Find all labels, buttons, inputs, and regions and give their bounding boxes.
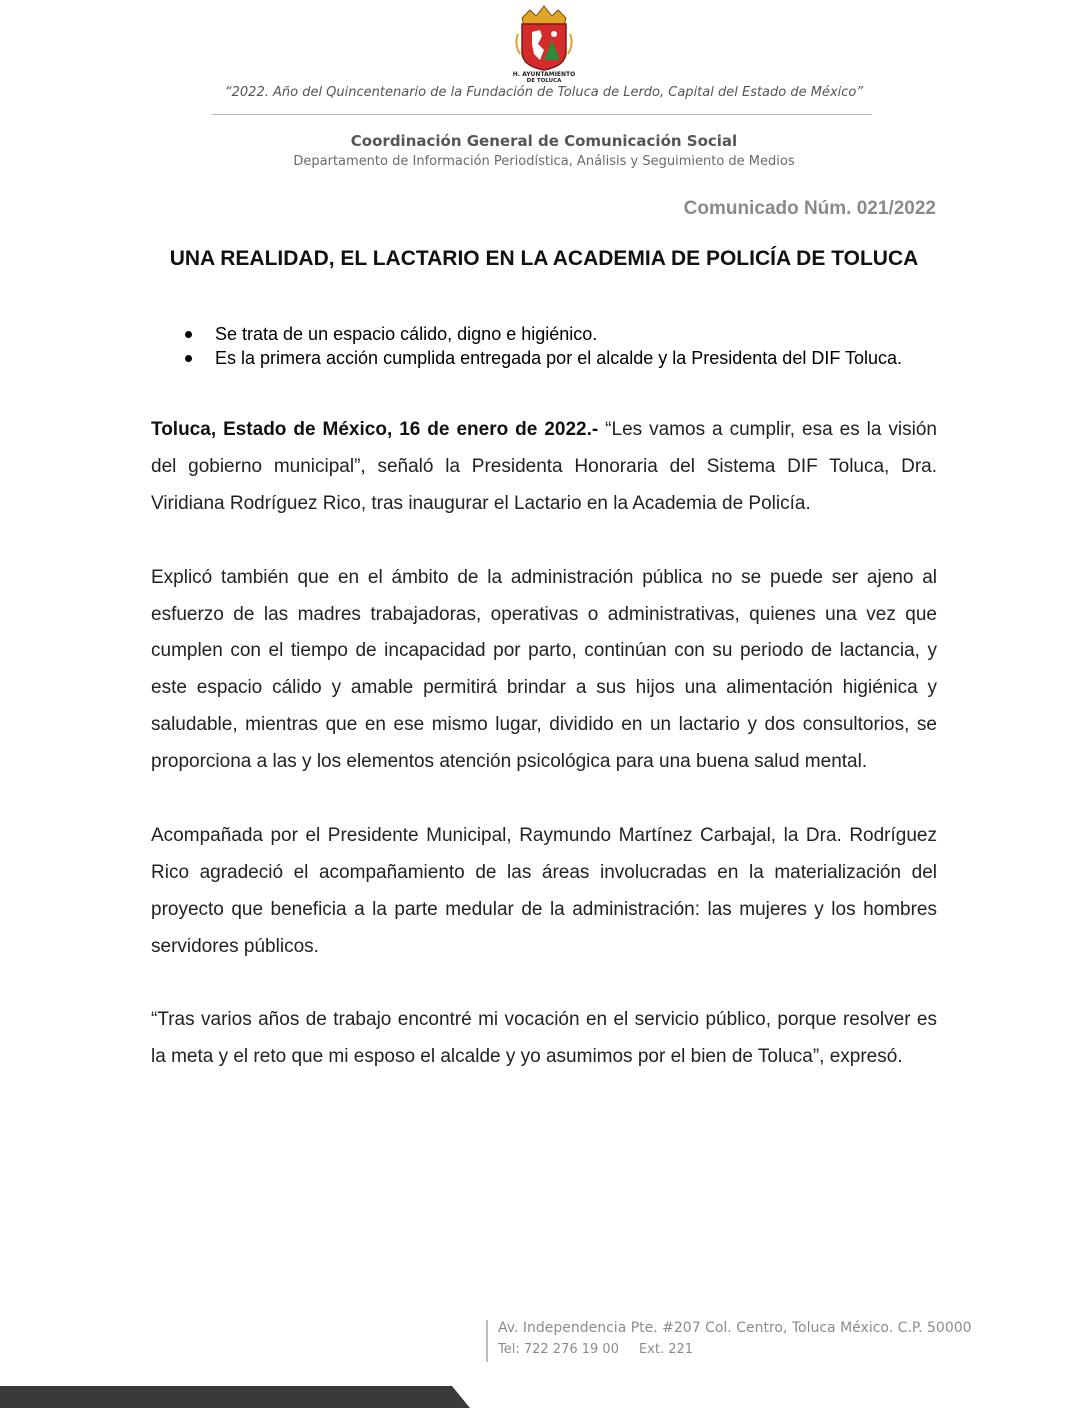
- article-paragraph: Acompañada por el Presidente Municipal, Raymundo Martínez Carbajal, la Dra. Rodríguez Rico agradeció el acompañamiento de las áreas involucradas en la materialización del proyecto que beneficia a la parte medular de la administración: las mujeres y los hombres servidores públicos.: [151, 824, 937, 957]
- department-subtitle: Departamento de Información Periodística, Análisis y Seguimiento de Medios: [293, 154, 795, 169]
- footer-extension: Ext. 221: [638, 1342, 694, 1357]
- summary-bullet-list: [185, 323, 905, 371]
- bullet-dot-icon: [185, 331, 192, 338]
- footer-phone: Tel: 722 276 19 00: [498, 1342, 619, 1357]
- footer-phone-line: [498, 1342, 693, 1357]
- logo-caption-line1: H. AYUNTAMIENTO: [512, 71, 576, 78]
- year-slogan: “2022. Año del Quincentenario de la Fundación de Toluca de Lerdo, Capital del Estado de México”: [224, 85, 864, 100]
- logo-caption-line2: DE TOLUCA: [526, 78, 562, 84]
- paragraph-text: “Les vamos a cumplir, esa es la visión del gobierno municipal”, señaló la Presidenta Honoraria del Sistema DIF Toluca, Dra. Viridiana Rodríguez Rico, tras inaugurar el Lactario en la Academia de Policía.: [151, 419, 937, 514]
- footer-divider: [486, 1320, 488, 1362]
- coordination-title: Coordinación General de Comunicación Social: [350, 132, 738, 150]
- article-paragraph: Explicó también que en el ámbito de la administración pública no se puede ser ajeno al esfuerzo de las madres trabajadoras, operativas o administrativas, quienes una vez que cumplen con el tiempo de incapacidad por parto, continúan con su periodo de lactancia, y este espacio cálido y amable permitirá brindar a sus hijos una alimentación higiénica y saludable, mientras que en ese mismo lugar, dividido en un lactario y dos consultorios, se proporciona a las y los elementos atención psicológica para una buena salud mental.: [151, 566, 937, 773]
- summary-bullet: [185, 347, 905, 369]
- article-paragraph: [151, 412, 937, 523]
- summary-bullet-text: Es la primera acción cumplida entregada por el alcalde y la Presidenta del DIF Toluca.: [215, 348, 903, 368]
- header-divider: [212, 114, 872, 115]
- article-paragraph: “Tras varios años de trabajo encontré mi vocación en el servicio público, porque resolver es la meta y el reto que mi esposo el alcalde y yo asumimos por el bien de Toluca”, expresó.: [151, 1009, 937, 1068]
- toluca-coat-of-arms-logo: [508, 4, 580, 84]
- footer-band-shape: [0, 1386, 470, 1408]
- bullet-dot-icon: [185, 355, 192, 362]
- article-body: [151, 412, 937, 1076]
- dateline: Toluca, Estado de México, 16 de enero de 2022.-: [151, 419, 599, 440]
- footer-band: [0, 1386, 470, 1408]
- comunicado-number: Comunicado Núm. 021/2022: [683, 198, 936, 219]
- toluca-coat-of-arms-icon: [508, 4, 580, 84]
- footer-address: Av. Independencia Pte. #207 Col. Centro, Toluca México. C.P. 50000: [498, 1320, 972, 1336]
- summary-bullet: [185, 323, 905, 345]
- summary-bullet-text: Se trata de un espacio cálido, digno e higiénico.: [215, 324, 598, 344]
- headline: UNA REALIDAD, EL LACTARIO EN LA ACADEMIA DE POLICÍA DE TOLUCA: [169, 247, 919, 270]
